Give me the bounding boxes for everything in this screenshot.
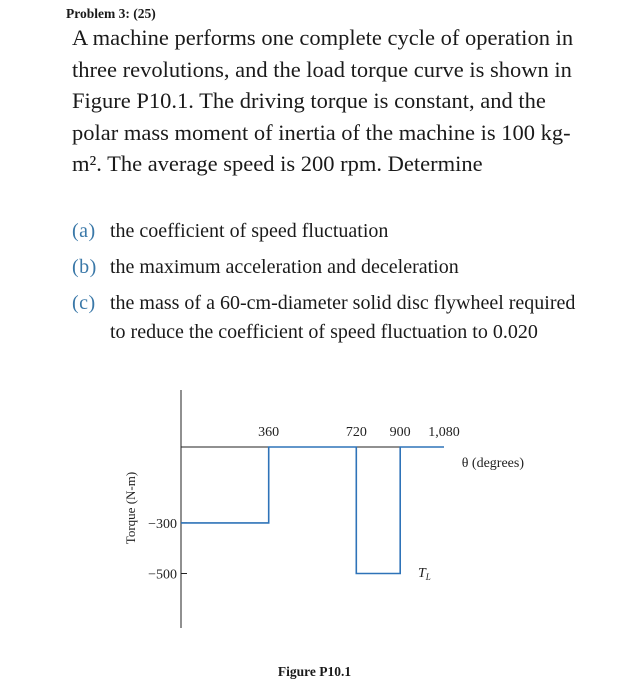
y-axis-label: Torque (N-m) <box>123 471 138 545</box>
y-tick-label: −500 <box>148 567 177 583</box>
part-c-text: the mass of a 60-cm-diameter solid disc flywheel required to reduce the coefficient of speed fluctuation to 0.020 <box>110 292 576 343</box>
x-tick-label: 1,080 <box>428 425 460 440</box>
x-tick-label: 720 <box>345 425 367 440</box>
x-tick-label: 360 <box>258 425 280 440</box>
x-tick-group <box>258 425 460 440</box>
figure-caption: Figure P10.1 <box>277 664 352 679</box>
problem-header: Problem 3: (25) <box>66 6 156 21</box>
part-b-text: the maximum acceleration and deceleration <box>110 256 459 278</box>
part-a-label: (a) <box>72 220 96 242</box>
part-a-text: the coefficient of speed fluctuation <box>110 220 389 242</box>
curve-label-subscript: L <box>425 572 431 582</box>
x-axis-label: θ (degrees) <box>461 456 524 471</box>
x-tick-label: 900 <box>389 425 411 440</box>
curve-label-tl <box>418 566 431 582</box>
load-torque-curve <box>181 447 444 574</box>
part-b-label: (b) <box>72 256 97 278</box>
y-tick-label: −300 <box>148 516 177 532</box>
problem-intro-text: A machine performs one complete cycle of operation in three revolutions, and the load torque curve is shown in Figure P10.1. The driving torque is constant, and the polar mass moment of inertia of the machine is 100 kg-m². The average speed is 200 rpm. Determine <box>72 25 574 176</box>
part-c-label: (c) <box>72 292 96 314</box>
curve-label-main: T <box>418 566 426 581</box>
